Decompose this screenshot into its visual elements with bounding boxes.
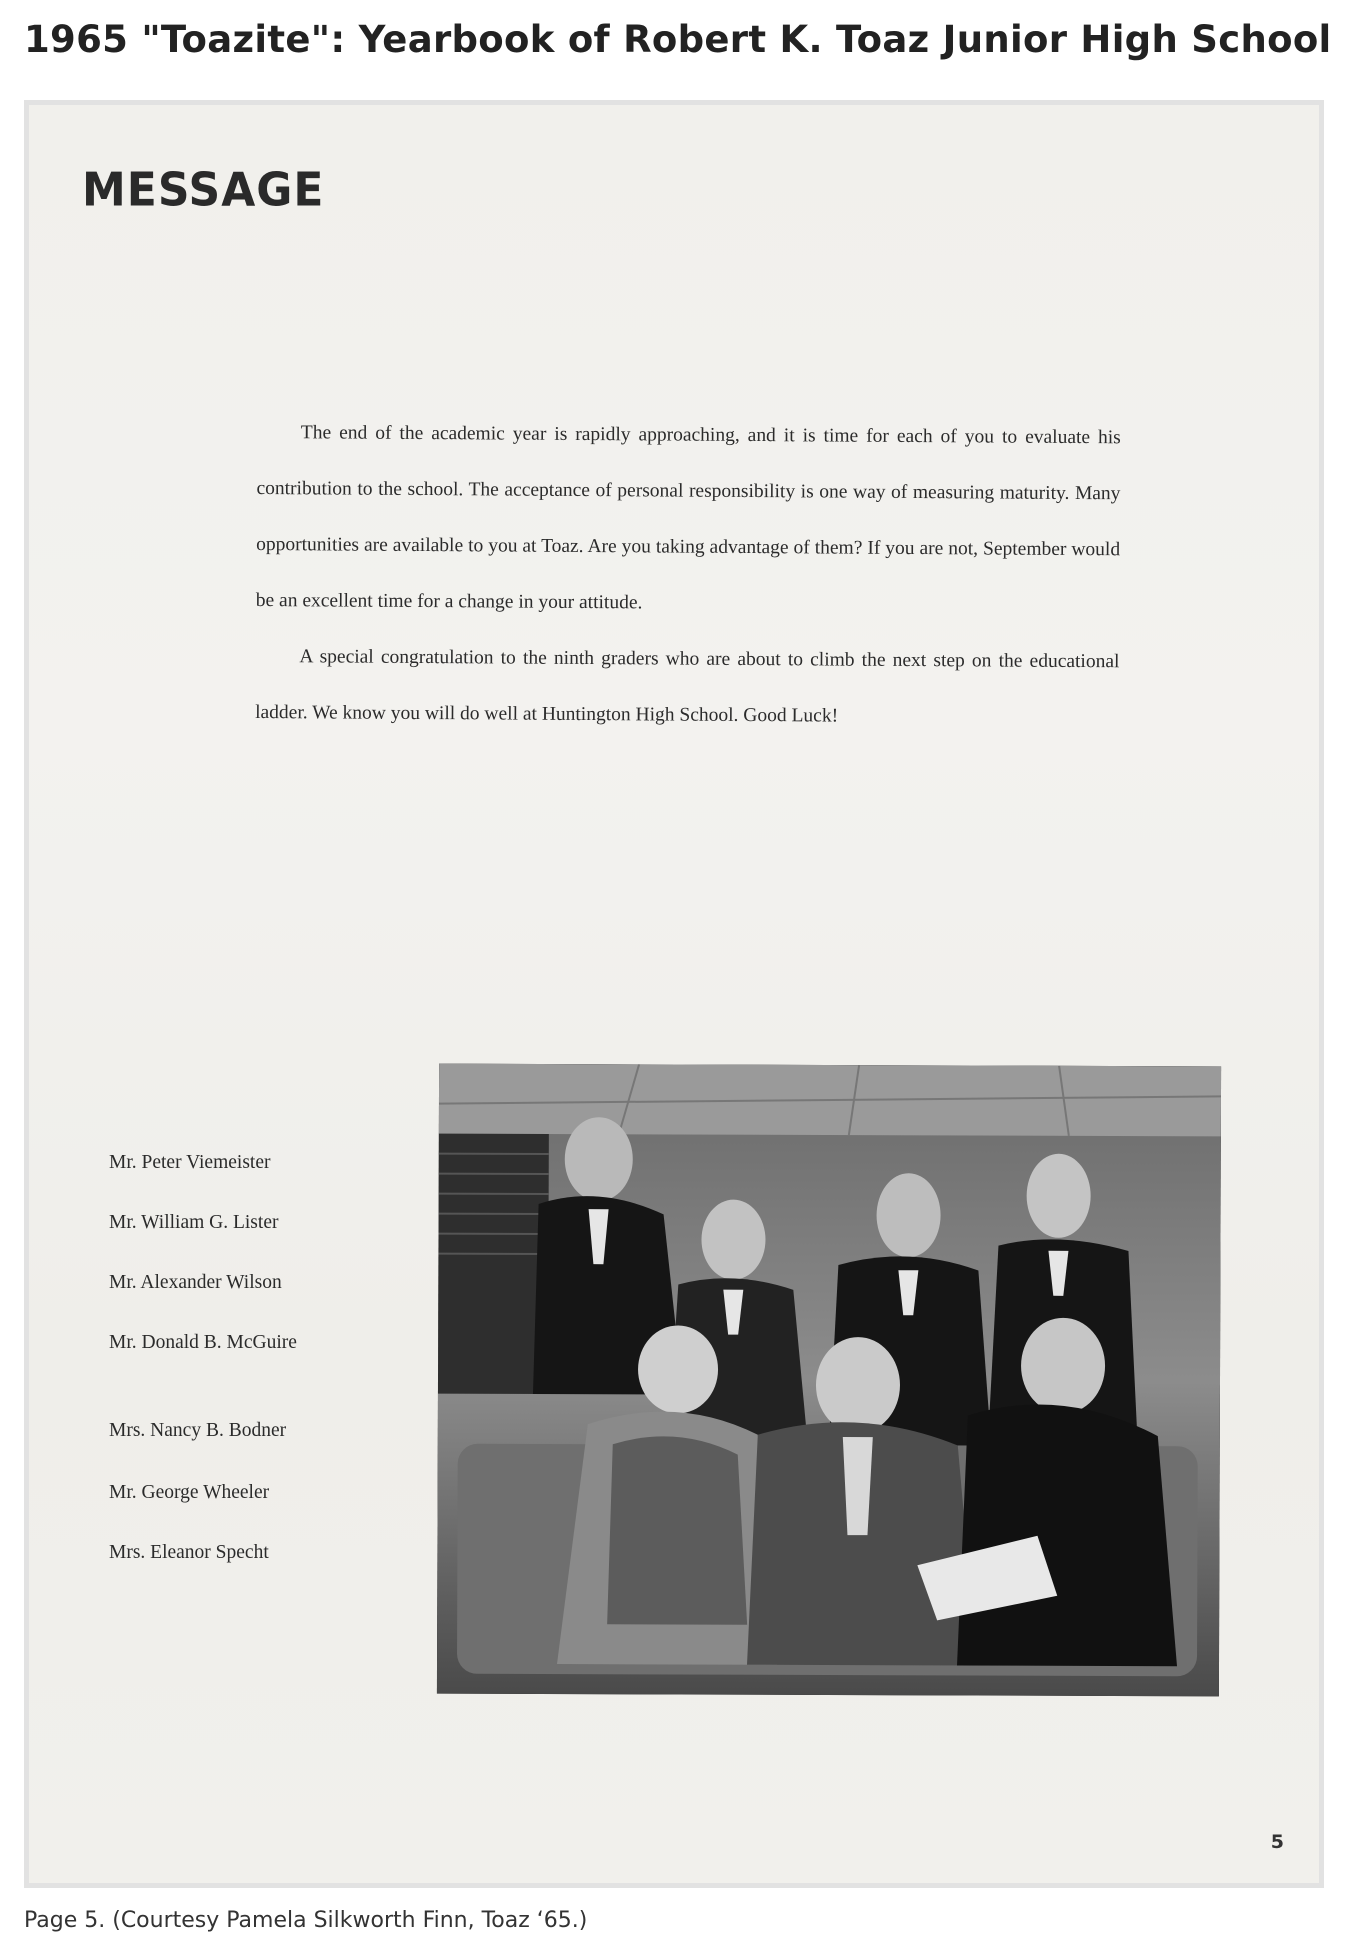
message-body	[255, 405, 1121, 746]
staff-name: Mr. Alexander Wilson	[109, 1272, 282, 1293]
yearbook-scan	[24, 100, 1324, 1888]
photo-illustration	[437, 1064, 1221, 1697]
message-paragraph: The end of the academic year is rapidly approaching, and it is time for each of you to evaluate his contribution to the school. The acceptance of personal responsibility is one way of measuring maturity. Many opportunities are available to you at Toaz. Are you taking advantage of them? If you are not, September would be an excellent time for a change in your attitude.	[255, 422, 1121, 614]
page-number: 5	[1270, 1831, 1284, 1853]
message-heading: MESSAGE	[82, 163, 325, 218]
staff-name: Mrs. Nancy B. Bodner	[109, 1420, 287, 1441]
staff-name: Mr. William G. Lister	[109, 1212, 279, 1233]
staff-name: Mr. Peter Viemeister	[109, 1152, 271, 1173]
staff-name: Mr. Donald B. McGuire	[109, 1332, 297, 1353]
message-paragraph: A special congratulation to the ninth graders who are about to climb the next step on the educational ladder. We know you will do well at Huntington High School. Good Luck!	[255, 646, 1120, 727]
page-title: 1965 "Toazite": Yearbook of Robert K. Toaz Junior High School	[24, 18, 1332, 61]
staff-name: Mrs. Eleanor Specht	[109, 1542, 269, 1563]
yearbook-page	[29, 105, 1319, 1883]
image-caption: Page 5. (Courtesy Pamela Silkworth Finn, Toaz ‘65.)	[24, 1908, 588, 1933]
staff-name: Mr. George Wheeler	[109, 1482, 270, 1503]
staff-group-photo	[437, 1064, 1221, 1697]
